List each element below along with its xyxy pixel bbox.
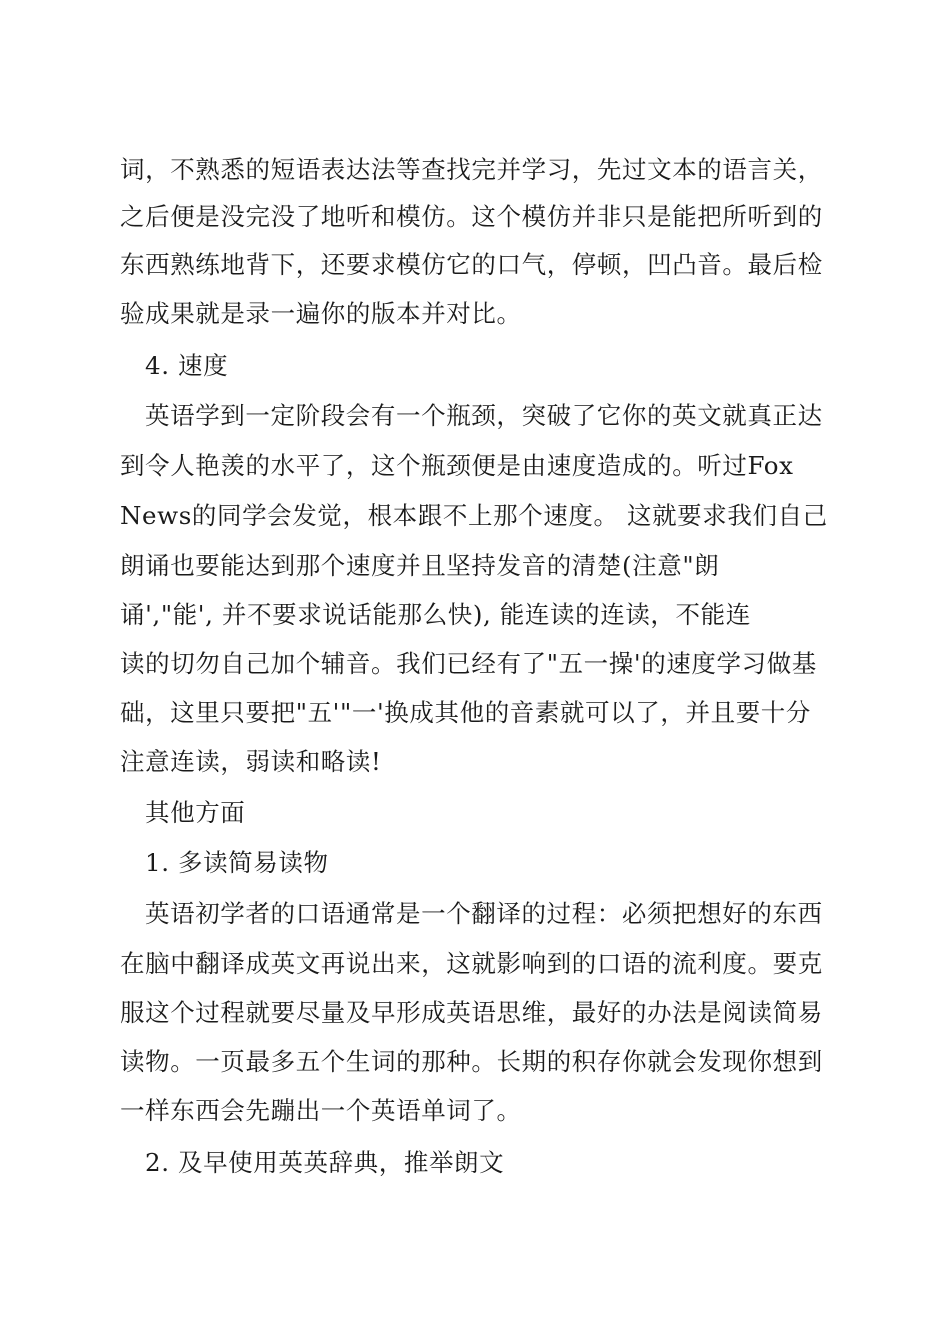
body-text-line: 读的切勿自己加个辅音。我们已经有了"五一操'的速度学习做基 (120, 649, 817, 678)
body-text-line: 英语学到一定阶段会有一个瓶颈，突破了它你的英文就真正达 (145, 401, 823, 430)
body-text-line: 一样东西会先蹦出一个英语单词了。 (120, 1096, 522, 1125)
section-heading: 2. 及早使用英英辞典，推举朗文 (145, 1148, 505, 1177)
body-text-line: News的同学会发觉，根本跟不上那个速度。 这就要求我们自己 (120, 501, 828, 530)
body-text-line: 词，不熟悉的短语表达法等查找完并学习，先过文本的语言关， (120, 155, 823, 184)
body-text-line: 验成果就是录一遍你的版本并对比。 (120, 299, 522, 328)
section-heading: 其他方面 (145, 798, 246, 827)
body-text-line: 英语初学者的口语通常是一个翻译的过程：必须把想好的东西 (145, 899, 823, 928)
body-text-line: 注意连读，弱读和略读! (120, 747, 382, 776)
body-text-line: 东西熟练地背下，还要求模仿它的口气，停顿，凹凸音。最后检 (120, 250, 823, 279)
body-text-line: 之后便是没完没了地听和模仿。这个模仿并非只是能把所听到的 (120, 202, 823, 231)
section-heading: 4. 速度 (145, 351, 229, 380)
body-text-line: 服这个过程就要尽量及早形成英语思维，最好的办法是阅读简易 (120, 998, 823, 1027)
body-text-line: 读物。一页最多五个生词的那种。长期的积存你就会发现你想到 (120, 1047, 823, 1076)
body-text-line: 到令人艳羡的水平了，这个瓶颈便是由速度造成的。听过Fox (120, 451, 794, 480)
section-heading: 1. 多读简易读物 (145, 848, 329, 877)
body-text-line: 在脑中翻译成英文再说出来，这就影响到的口语的流利度。要克 (120, 949, 823, 978)
body-text-line: 础，这里只要把"五'"一'换成其他的音素就可以了，并且要十分 (120, 698, 812, 727)
body-text-line: 诵',"能', 并不要求说话能那么快), 能连读的连读，不能连 (120, 600, 751, 629)
body-text-line: 朗诵也要能达到那个速度并且坚持发音的清楚(注意"朗 (120, 551, 720, 580)
